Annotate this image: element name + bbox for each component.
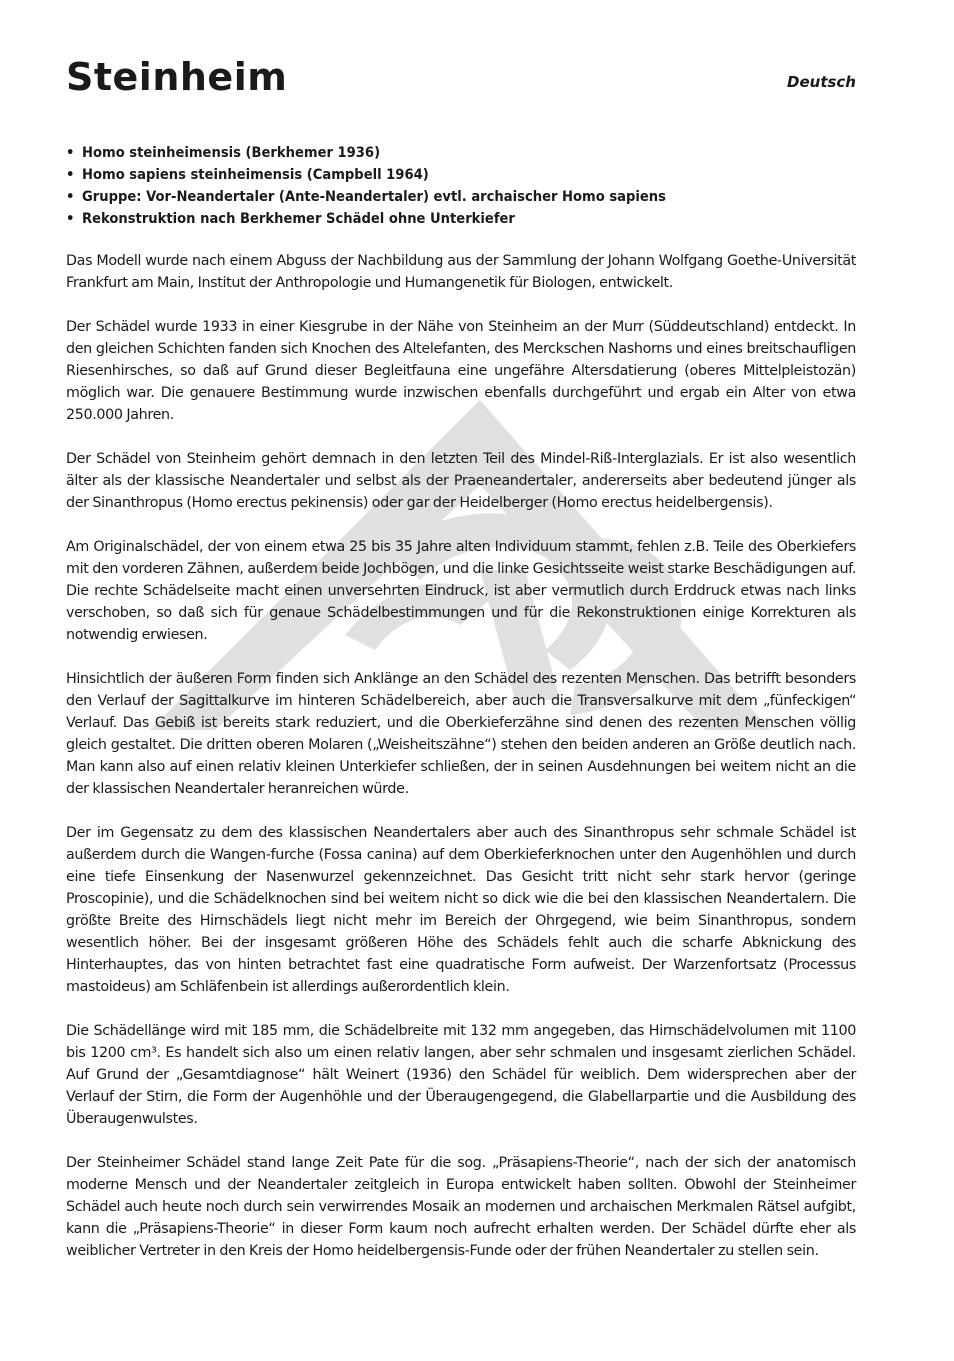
list-item: [66, 142, 856, 164]
language-label: Deutsch: [787, 73, 856, 91]
paragraph-original-skull: Am Originalschädel, der von einem etwa 25 bis 35 Jahre alten Individuum stammt, fehlen z.B. Teile des Oberkiefers mit den vorderen Zähnen, außerdem beide Jochbögen, und die linke Gesichtsseite weist starke Beschädigungen auf. Die rechte Schädelseite macht einen unversehrten Eindruck, ist aber vermutlich durch Erddruck etwas nach links verschoben, so daß sich für genaue Schädelbestimmungen und für die Rekonstruktionen einige Korrekturen als notwendig erwiesen.: [66, 539, 856, 643]
paragraph-measurements: Die Schädellänge wird mit 185 mm, die Schädelbreite mit 132 mm angegeben, das Hirnschädelvolumen mit 1100 bis 1200 cm³. Es handelt sich also um einen relativ langen, aber sehr schmalen und insgesamt zierlichen Schädel. Auf Grund der „Gesamtdiagnose“ hält Weinert (1936) den Schädel für weiblich. Dem widersprechen aber der Verlauf der Stirn, die Form der Augenhöhle und der Überaugengegend, die Glabellarpartie und die Ausbildung des Überaugenwulstes.: [66, 1023, 856, 1127]
list-item-text: Homo steinheimensis (Berkhemer 1936): [82, 144, 381, 161]
list-item: [66, 164, 856, 186]
main-content: [66, 142, 856, 1262]
list-item-text: Homo sapiens steinheimensis (Campbell 1964): [82, 166, 429, 183]
list-item-text: Rekonstruktion nach Berkhemer Schädel ohne Unterkiefer: [82, 210, 515, 227]
list-item: [66, 208, 856, 230]
page-title: Steinheim: [66, 55, 288, 99]
paragraph-discovery: Der Schädel wurde 1933 in einer Kiesgrube in der Nähe von Steinheim an der Murr (Süddeutschland) entdeckt. In den gleichen Schichten fanden sich Knochen des Altelefanten, des Merckschen Nashorns und eines breitschaufligen Riesenhirsches, so daß auf Grund dieser Begleitfauna eine ungefähre Altersdatierung (oberes Mittelpleistozän) möglich war. Die genauere Bestimmung wurde inzwischen ebenfalls durchgeführt und ergab ein Alter von etwa 250.000 Jahren.: [66, 319, 856, 423]
bullet-icon: •: [66, 210, 75, 227]
paragraph-praesapiens-theory: Der Steinheimer Schädel stand lange Zeit Pate für die sog. „Präsapiens-Theorie“, nach der sich der anatomisch moderne Mensch und der Neandertaler zeitgleich in Europa entwickelt haben sollten. Obwohl der Steinheimer Schädel auch heute noch durch sein verwirrendes Mosaik an modernen und archaischen Merkmalen Rätsel aufgibt, kann die „Präsapiens-Theorie“ in dieser Form kaum noch aufrecht erhalten werden. Der Schädel dürfte eher als weiblicher Vertreter in den Kreis der Homo heidelbergensis-Funde oder der frühen Neandertaler zu stellen sein.: [66, 1155, 856, 1259]
paragraph-external-form: Hinsichtlich der äußeren Form finden sich Anklänge an den Schädel des rezenten Menschen. Das betrifft besonders den Verlauf der Sagittalkurve im hinteren Schädelbereich, aber auch die Transversalkurve mit dem „fünfeckigen“ Verlauf. Das Gebiß ist bereits stark reduziert, und die Oberkieferzähne sind denen des rezenten Menschen völlig gleich gestaltet. Die dritten oberen Molaren („Weisheitszähne“) stehen den beiden anderen an Größe deutlich nach. Man kann also auf einen relativ kleinen Unterkiefer schließen, der in seinen Ausdehnungen bei weitem nicht an die der klassischen Neandertaler heranreichen würde.: [66, 671, 856, 797]
paragraph-model-origin: Das Modell wurde nach einem Abguss der Nachbildung aus der Sammlung der Johann Wolfgang Goethe-Universität Frankfurt am Main, Institut der Anthropologie und Humangenetik für Biologen, entwickelt.: [66, 253, 856, 291]
classification-list: [66, 142, 856, 230]
paragraph-dating: Der Schädel von Steinheim gehört demnach in den letzten Teil des Mindel-Riß-Interglazials. Er ist also wesentlich älter als der klassische Neandertaler und selbst als der Praeneandertaler, andererseits aber bedeutend jünger als der Sinanthropus (Homo erectus pekinensis) oder gar der Heidelberger (Homo erectus heidelbergensis).: [66, 451, 856, 511]
bullet-icon: •: [66, 188, 75, 205]
list-item-text: Gruppe: Vor-Neandertaler (Ante-Neandertaler) evtl. archaischer Homo sapiens: [82, 188, 666, 205]
paragraph-skull-features: Der im Gegensatz zu dem des klassischen Neandertalers aber auch des Sinanthropus sehr schmale Schädel ist außerdem durch die Wangen-furche (Fossa canina) auf dem Oberkieferknochen unter den Augenhöhlen und durch eine tiefe Einsenkung der Nasenwurzel gekennzeichnet. Das Gesicht tritt nicht sehr stark hervor (geringe Proscopinie), und die Schädelknochen sind bei weitem nicht so dick wie die bei den klassischen Neandertalern. Die größte Breite des Hirnschädels liegt nicht mehr im Bereich der Ohrgegend, wie beim Sinanthropus, sondern wesentlich höher. Bei der insgesamt größeren Höhe des Schädels fehlt auch die scharfe Abknickung des Hinterhauptes, das von hinten betrachtet fast eine quadratische Form aufweist. Der Warzenfortsatz (Processus mastoideus) am Schläfenbein ist allerdings außerordentlich klein.: [66, 825, 856, 995]
bullet-icon: •: [66, 144, 75, 161]
list-item: [66, 186, 856, 208]
bullet-icon: •: [66, 166, 75, 183]
header: [66, 52, 856, 112]
